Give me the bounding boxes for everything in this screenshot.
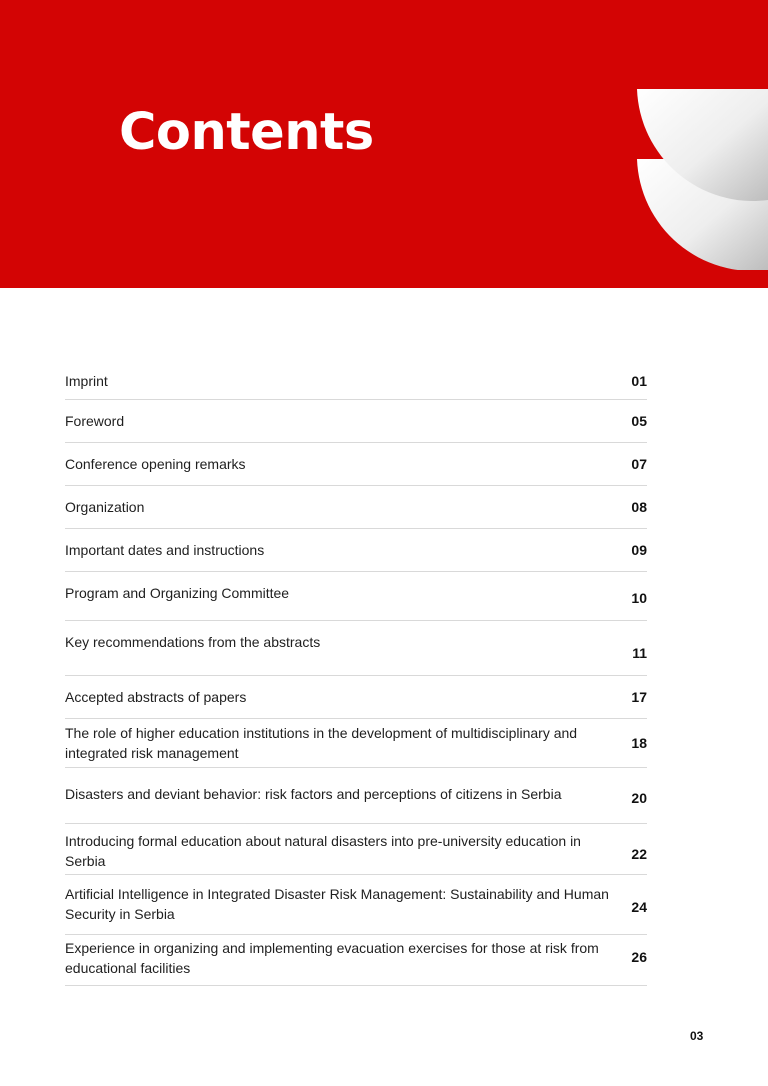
toc-entry-page: 07	[631, 456, 647, 472]
toc-row-formal-education[interactable]	[65, 824, 647, 875]
toc-row-higher-education[interactable]	[65, 719, 647, 768]
toc-row-opening-remarks[interactable]	[65, 443, 647, 486]
toc-entry-label: Disasters and deviant behavior: risk factors and perceptions of citizens in Serbia	[65, 786, 562, 802]
toc-entry-label: Imprint	[65, 372, 108, 389]
toc-entry-page: 20	[631, 790, 647, 806]
page-number: 03	[690, 1029, 704, 1043]
toc-entry-label: Accepted abstracts of papers	[65, 689, 247, 705]
toc-row-deviant-behavior[interactable]	[65, 768, 647, 824]
toc-entry-label: Conference opening remarks	[65, 456, 246, 472]
toc-entry-label: Key recommendations from the abstracts	[65, 634, 321, 650]
toc-row-foreword[interactable]	[65, 400, 647, 443]
toc-entry-label: Experience in organizing and implementing evacuation exercises for those at risk from educational facilities	[65, 940, 599, 976]
toc-row-important-dates[interactable]	[65, 529, 647, 572]
decorative-half-circles	[637, 89, 768, 270]
toc-entry-label: Artificial Intelligence in Integrated Disaster Risk Management: Sustainability and Human Security in Serbia	[65, 886, 609, 922]
toc-entry-label: The role of higher education institutions in the development of multidisciplinary and integrated risk management	[65, 725, 578, 761]
toc-entry-page: 08	[631, 499, 647, 515]
header-banner	[0, 0, 768, 288]
page-title: Contents	[119, 103, 374, 162]
toc-entry-label: Program and Organizing Committee	[65, 585, 290, 601]
toc-entry-page: 24	[631, 899, 647, 915]
table-of-contents	[65, 362, 647, 986]
toc-row-organization[interactable]	[65, 486, 647, 529]
toc-entry-page: 11	[632, 645, 647, 661]
toc-row-accepted-abstracts[interactable]	[65, 676, 647, 719]
toc-entry-label: Important dates and instructions	[65, 542, 265, 558]
toc-entry-label: Organization	[65, 499, 145, 515]
toc-entry-page: 01	[631, 372, 647, 389]
toc-entry-label: Introducing formal education about natural disasters into pre-university education in Serbia	[65, 833, 581, 869]
toc-entry-page: 18	[631, 735, 647, 751]
toc-row-evacuation-exercises[interactable]	[65, 935, 647, 986]
toc-entry-page: 05	[631, 413, 647, 429]
toc-entry-page: 26	[631, 949, 647, 965]
toc-entry-page: 10	[631, 590, 647, 606]
toc-row-program-committee[interactable]	[65, 572, 647, 621]
toc-entry-page: 22	[631, 846, 647, 862]
toc-row-artificial-intelligence[interactable]	[65, 875, 647, 935]
toc-entry-page: 17	[631, 689, 647, 705]
toc-entry-label: Foreword	[65, 413, 125, 429]
toc-row-imprint[interactable]	[65, 362, 647, 400]
toc-row-key-recommendations[interactable]	[65, 621, 647, 676]
toc-entry-page: 09	[631, 542, 647, 558]
